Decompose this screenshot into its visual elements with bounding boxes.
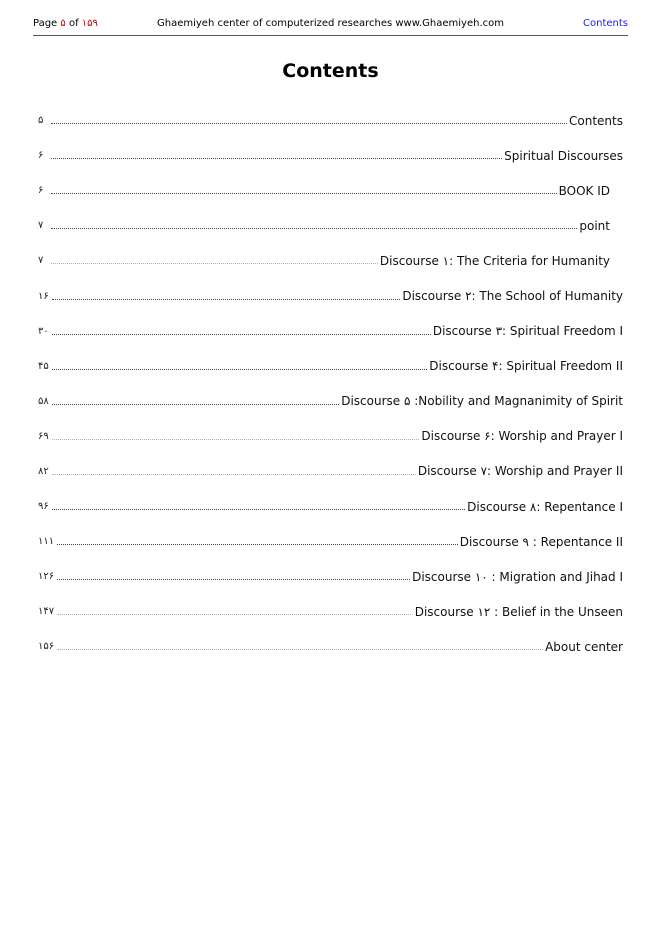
toc-entry-label: Discourse ۶: Worship and Prayer I <box>421 429 623 444</box>
toc-dot-leader <box>57 544 458 545</box>
toc-dot-leader <box>57 614 413 615</box>
toc-dot-leader <box>51 228 577 229</box>
toc-entry-label: About center <box>545 639 623 654</box>
toc-entry-discourse-10[interactable] <box>38 559 623 594</box>
toc-entry-label: Discourse ۹ : Repentance II <box>459 534 623 549</box>
toc-entry-discourse-4[interactable] <box>38 349 623 384</box>
toc-page-number: ۴۵ <box>38 360 49 372</box>
toc-page-number: ۳۰ <box>38 325 49 337</box>
page-total-number: ۱۵۹ <box>81 18 98 29</box>
toc-entry-discourse-6[interactable] <box>38 419 623 454</box>
toc-dot-leader <box>52 369 428 370</box>
toc-entry-label: Discourse ۱۰ : Migration and Jihad I <box>412 569 623 584</box>
table-of-contents <box>38 103 623 665</box>
page-header <box>33 16 628 36</box>
page-current-number: ۵ <box>60 18 66 29</box>
toc-entry-discourse-7[interactable] <box>38 454 623 489</box>
toc-page-number: ۵ <box>38 115 44 127</box>
toc-dot-leader <box>57 649 543 650</box>
toc-page-number: ۵۸ <box>38 395 49 407</box>
toc-entry-book-id[interactable] <box>38 173 623 208</box>
toc-entry-label: Discourse ۴: Spiritual Freedom II <box>429 359 623 374</box>
toc-page-number: ۱۵۶ <box>38 641 55 653</box>
toc-entry-label: BOOK ID <box>558 183 610 198</box>
toc-page-number: ۷ <box>38 255 44 267</box>
toc-entry-discourse-1[interactable] <box>38 243 623 278</box>
toc-page-number: ۶۹ <box>38 430 49 442</box>
toc-entry-discourse-3[interactable] <box>38 314 623 349</box>
toc-entry-label: Discourse ۳: Spiritual Freedom I <box>432 324 623 339</box>
toc-entry-label: Discourse ۲: The School of Humanity <box>402 289 623 304</box>
toc-entry-label: Discourse ۷: Worship and Prayer II <box>417 464 623 479</box>
toc-page-number: ۱۲۶ <box>38 571 55 583</box>
toc-entry-label: Discourse ۸: Repentance I <box>467 499 623 514</box>
toc-entry-label: point <box>579 218 610 233</box>
toc-dot-leader <box>52 404 339 405</box>
toc-dot-leader <box>52 509 465 510</box>
toc-page-number: ۱۶ <box>38 290 49 302</box>
toc-dot-leader <box>52 334 431 335</box>
toc-dot-leader <box>52 299 401 300</box>
toc-page-number: ۱۱۱ <box>38 536 55 548</box>
toc-page-number: ۷ <box>38 220 44 232</box>
toc-page-number: ۹۶ <box>38 501 49 513</box>
toc-entry-label: Discourse ۵ :Nobility and Magnanimity of Spirit <box>341 394 623 409</box>
toc-page-number: ۸۲ <box>38 465 49 477</box>
toc-entry-discourse-8[interactable] <box>38 489 623 524</box>
toc-page-number: ۶ <box>38 150 44 162</box>
toc-page-number: ۶ <box>38 185 44 197</box>
toc-dot-leader <box>51 263 378 264</box>
toc-dot-leader <box>51 158 502 159</box>
toc-dot-leader <box>52 439 420 440</box>
toc-entry-label: Discourse ۱: The Criteria for Humanity <box>379 253 610 268</box>
toc-entry-point[interactable] <box>38 208 623 243</box>
toc-entry-contents[interactable] <box>38 103 623 138</box>
toc-dot-leader <box>57 579 410 580</box>
page-of: of <box>68 18 79 29</box>
header-site-text: Ghaemiyeh center of computerized researches www.Ghaemiyeh.com <box>156 18 504 29</box>
toc-entry-discourse-12[interactable] <box>38 594 623 629</box>
toc-dot-leader <box>51 123 567 124</box>
toc-entry-label: Spiritual Discourses <box>504 148 623 163</box>
page-prefix: Page <box>33 18 58 29</box>
toc-entry-discourse-5[interactable] <box>38 384 623 419</box>
toc-entry-about-center[interactable] <box>38 629 623 664</box>
toc-page-number: ۱۴۷ <box>38 606 55 618</box>
toc-entry-label: Discourse ۱۲ : Belief in the Unseen <box>414 604 623 619</box>
toc-entry-discourse-9[interactable] <box>38 524 623 559</box>
toc-entry-discourse-2[interactable] <box>38 278 623 313</box>
toc-entry-spiritual-discourses[interactable] <box>38 138 623 173</box>
page-title: Contents <box>282 60 379 82</box>
header-contents-link[interactable]: Contents <box>583 18 628 29</box>
toc-entry-label: Contents <box>569 113 623 128</box>
toc-dot-leader <box>52 474 416 475</box>
toc-dot-leader <box>51 193 557 194</box>
